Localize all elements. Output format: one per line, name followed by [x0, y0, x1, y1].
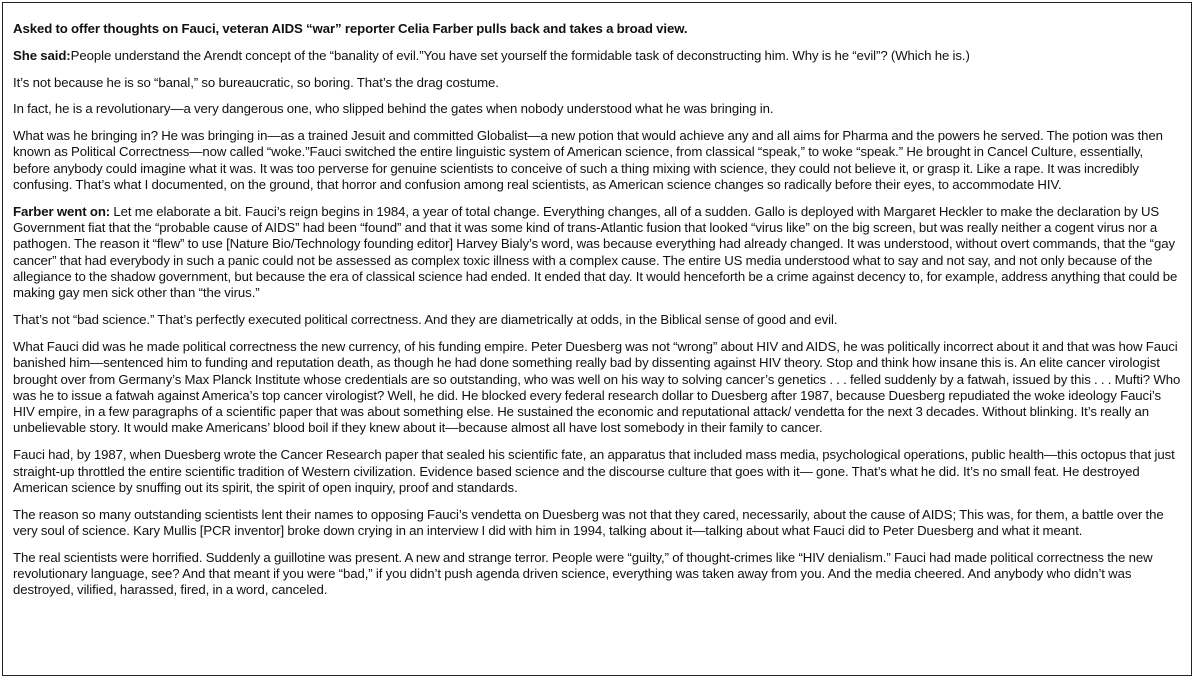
paragraph: That’s not “bad science.” That’s perfectly executed political correctness. And they are diametrically at odds, in the Biblical sense of good and evil. [13, 312, 838, 328]
paragraph: The real scientists were horrified. Suddenly a guillotine was present. A new and strange terror. People were “guilty,” of thought-crimes like “HIV denialism.” Fauci had made political correctness the new revolutionary language, see? And that meant if you were “bad,” if you didn’t push agenda driven science, everything was taken away from you. And the media cheered. And anybody who didn’t was destroyed, vilified, harassed, fired, in a word, canceled. [13, 549, 1153, 598]
paragraph: In fact, he is a revolutionary—a very dangerous one, who slipped behind the gates when nobody understood what he was bringing in. [13, 101, 774, 117]
paragraph: What Fauci did was he made political correctness the new currency, of his funding empire. Peter Duesberg was not “wrong” about HIV and AIDS, he was politically incorrect about it and that was how Fauci banished him—sentenced him to funding and reputation death, as though he had done something really bad by dissenting against HIV theory. Stop and think how insane this is. An elite cancer virologist brought over from Germany’s Max Planck Institute whose credentials are so outstanding, who was well on his way to solving cancer’s genetics . . . felled suddenly by a fatwah, issued by this . . . Mufti? Who was he to issue a fatwah against America’s top cancer virologist? Well, he did. He blocked every federal research dollar to Duesberg after 1987, because Duesberg repudiated the woke ideology Fauci’s HIV empire, in a few paragraphs of a scientific paper that was about something else. He sustained the economic and reputational attack/ vendetta for the next 3 decades. Without blinking. It’s really an unbelievable story. It would make Americans’ blood boil if they knew about it—because almost all have lost somebody in their family to cancer. [13, 338, 1181, 436]
paragraph-text: Let me elaborate a bit. Fauci’s reign begins in 1984, a year of total change. Everything changes, all of a sudden. Gallo is deployed with Margaret Heckler to make the declaration by US Government fiat that the “probable cause of AIDS” had been “found” and that it was some kind of trans-Atlantic fusion that looked “virus like” on the big screen, but was really neither a cogent virus nor a pathogen. The reason it “flew” to use [Nature Bio/Technology founding editor] Harvey Bialy’s word, was because everything had already changed. It was understood, without overt commands, that the “gay cancer” that had everybody in such a panic could not be assessed as complex toxic illness with a complex cause. The entire US media understood what to say and not say, and not only because of the allegiance to the shadow government, but because the era of classical science had ended. It ended that day. It would henceforth be a crime against decency to, for example, address anything that could be making gay men sick other than “the virus.” [13, 203, 1178, 301]
speaker-label: She said: [13, 47, 71, 63]
paragraph-text: People understand the Arendt concept of the “banality of evil.”You have set yourself the formidable task of deconstructing him. Why is he “evil”? (Which he is.) [70, 47, 970, 63]
paragraph: Fauci had, by 1987, when Duesberg wrote the Cancer Research paper that sealed his scientific fate, an apparatus that included mass media, psychological operations, public health—this octopus that just straight-up throttled the entire scientific tradition of Western civilization. Evidence based science and the discourse culture that goes with it— gone. That’s what he did. It’s no small feat. He destroyed American science by snuffing out its spirit, the spirit of open inquiry, proof and standards. [13, 447, 1175, 495]
headline: Asked to offer thoughts on Fauci, veteran AIDS “war” reporter Celia Farber pulls back and takes a broad view. [13, 21, 688, 36]
paragraph: It’s not because he is so “banal,” so bureaucratic, so boring. That’s the drag costume. [13, 74, 499, 90]
paragraph-farber-went-on [13, 204, 1183, 302]
speaker-label: Farber went on: [13, 203, 111, 219]
paragraph: The reason so many outstanding scientists lent their names to opposing Fauci’s vendetta on Duesberg was not that they cared, necessarily, about the cause of AIDS; This was, for them, a battle over the very soul of science. Kary Mullis [PCR inventor] broke down crying in an interview I did with him in 1994, talking about it—talking about what Fauci did to Peter Duesberg and what it meant. [13, 506, 1164, 538]
paragraph: What was he bringing in? He was bringing in—as a trained Jesuit and committed Globalist—a new potion that would achieve any and all aims for Pharma and the powers he served. The potion was then known as Political Correctness—now called “woke.”Fauci switched the entire linguistic system of American science, from classical “speak,” to woke “speak.” He brought in Cancel Culture, essentially, before anybody could imagine what it was. It was too perverse for genuine scientists to conceive of such a thing mixing with science, they could not believe it, or grasp it. Like a rape. It was incredibly confusing. That’s what I documented, on the ground, that horror and confusion among real scientists, as American science changes so radically before their eyes, to accommodate HIV. [13, 128, 1163, 193]
paragraph-she-said [13, 48, 1183, 64]
quote-text-box [2, 2, 1192, 676]
